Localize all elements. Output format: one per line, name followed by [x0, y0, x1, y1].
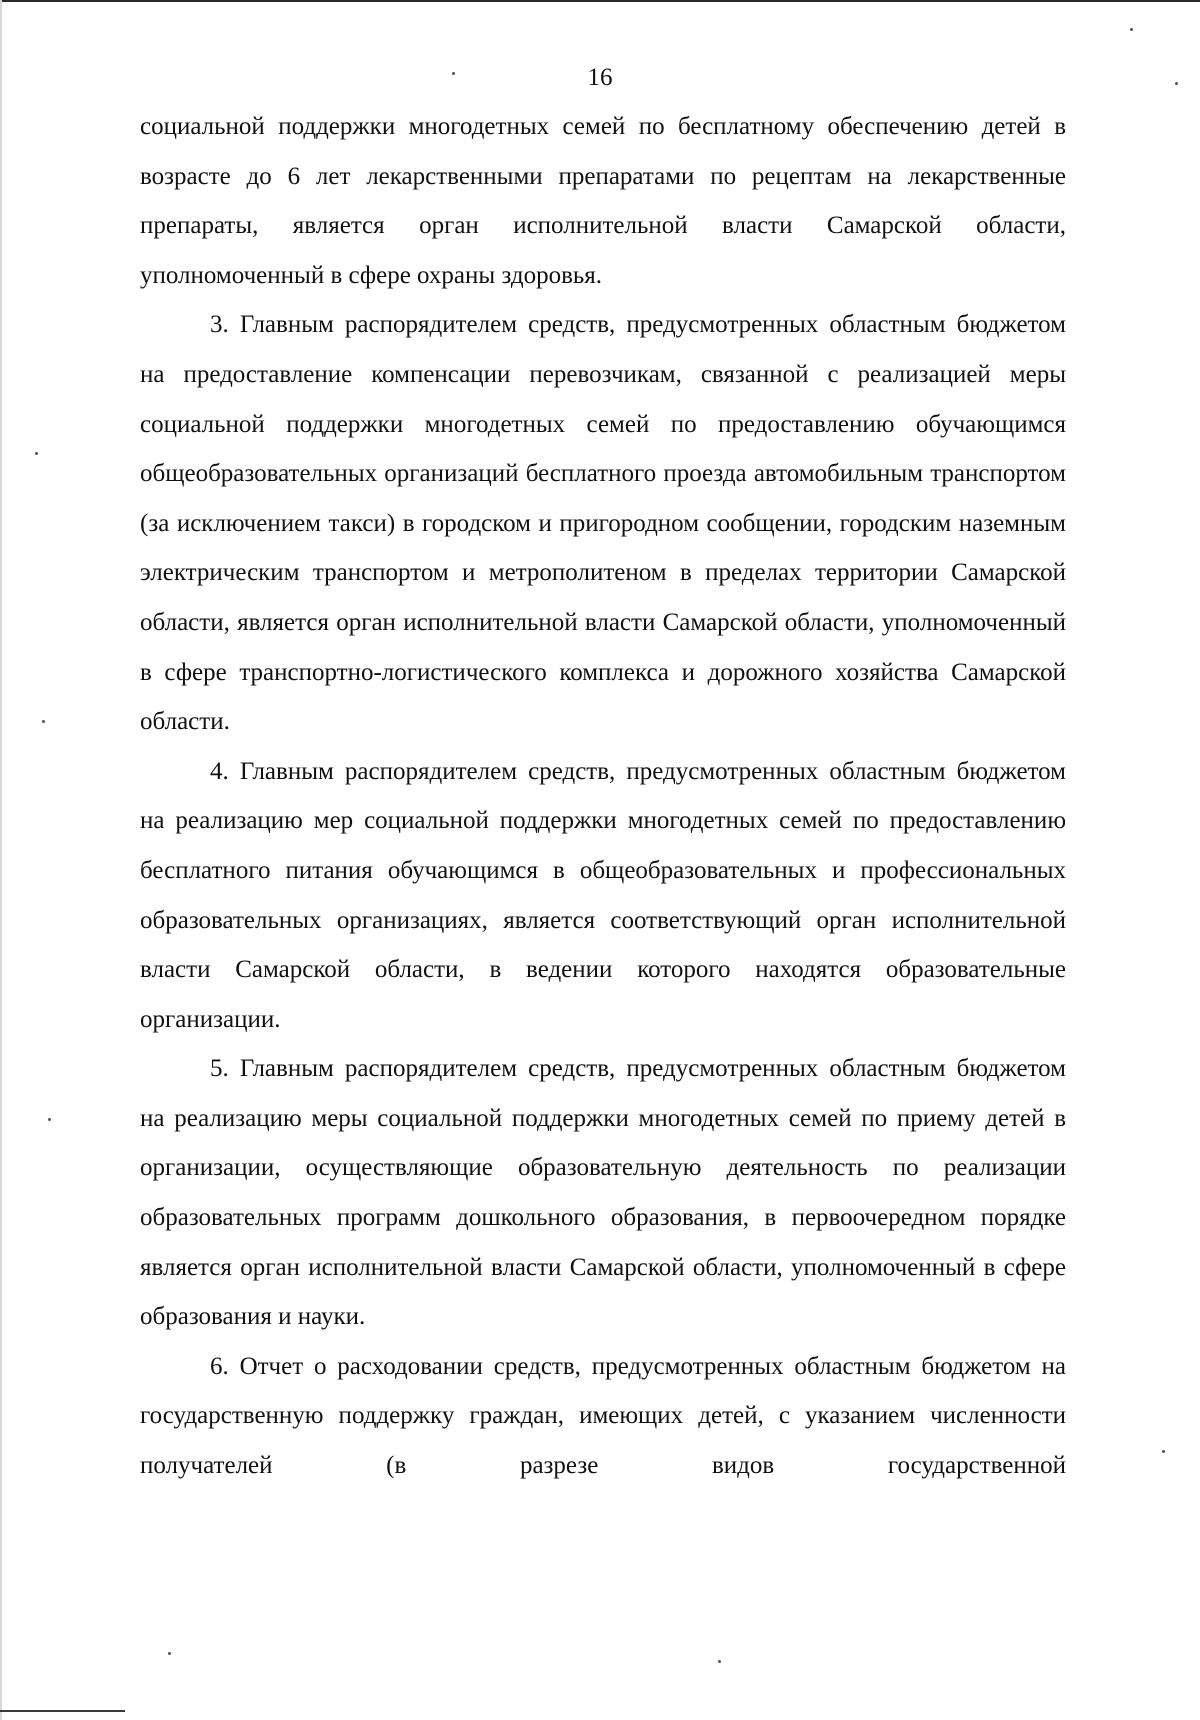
scan-speck — [168, 1652, 171, 1655]
scan-speck — [42, 720, 45, 723]
left-scan-edge — [0, 0, 2, 1720]
document-body — [140, 102, 1066, 1491]
scan-speck — [452, 72, 455, 75]
scan-speck — [1130, 28, 1133, 31]
paragraph-continuation: социальной поддержки многодетных семей по бесплатному обеспечению детей в возрасте до 6 лет лекарственными препаратами по рецептам на лекарственные препараты, является орган исполнительной власти Самарской области, уполномоченный в сфере охраны здоровья. — [140, 113, 1066, 289]
scan-speck — [718, 1660, 721, 1663]
paragraph-item-6: 6. Отчет о расходовании средств, предусмотренных областным бюджетом на государственную поддержку граждан, имеющих детей, с указанием численности получателей (в разрезе видов государственной — [140, 1352, 1066, 1480]
scan-speck — [1175, 82, 1178, 85]
bottom-border-line — [0, 1710, 125, 1712]
scan-speck — [48, 1118, 51, 1121]
top-border-line — [0, 0, 1200, 2]
scan-speck — [35, 452, 38, 455]
page-number: 16 — [587, 64, 613, 91]
paragraph-item-3: 3. Главным распорядителем средств, предусмотренных областным бюджетом на предоставление компенсации перевозчикам, связанной с реализацией меры социальной поддержки многодетных семей по предоставлению обучающимся общеобразовательных организаций бесплатного проезда автомобильным транспортом (за исключением такси) в городском и пригородном сообщении, городским наземным электрическим транспортом и метрополитеном в пределах территории Самарской области, является орган исполнительной власти Самарской области, уполномоченный в сфере транспортно-логистического комплекса и дорожного хозяйства Самарской области. — [140, 311, 1066, 736]
scan-speck — [1162, 1450, 1165, 1453]
paragraph-item-5: 5. Главным распорядителем средств, предусмотренных областным бюджетом на реализацию меры социальной поддержки многодетных семей по приему детей в организации, осуществляющие образовательную деятельность по реализации образовательных программ дошкольного образования, в первоочередном порядке является орган исполнительной власти Самарской области, уполномоченный в сфере образования и науки. — [140, 1055, 1066, 1331]
paragraph-item-4: 4. Главным распорядителем средств, предусмотренных областным бюджетом на реализацию мер социальной поддержки многодетных семей по предоставлению бесплатного питания обучающимся в общеобразовательных и профессиональных образовательных организациях, является соответствующий орган исполнительной власти Самарской области, в ведении которого находятся образовательные организации. — [140, 757, 1066, 1033]
